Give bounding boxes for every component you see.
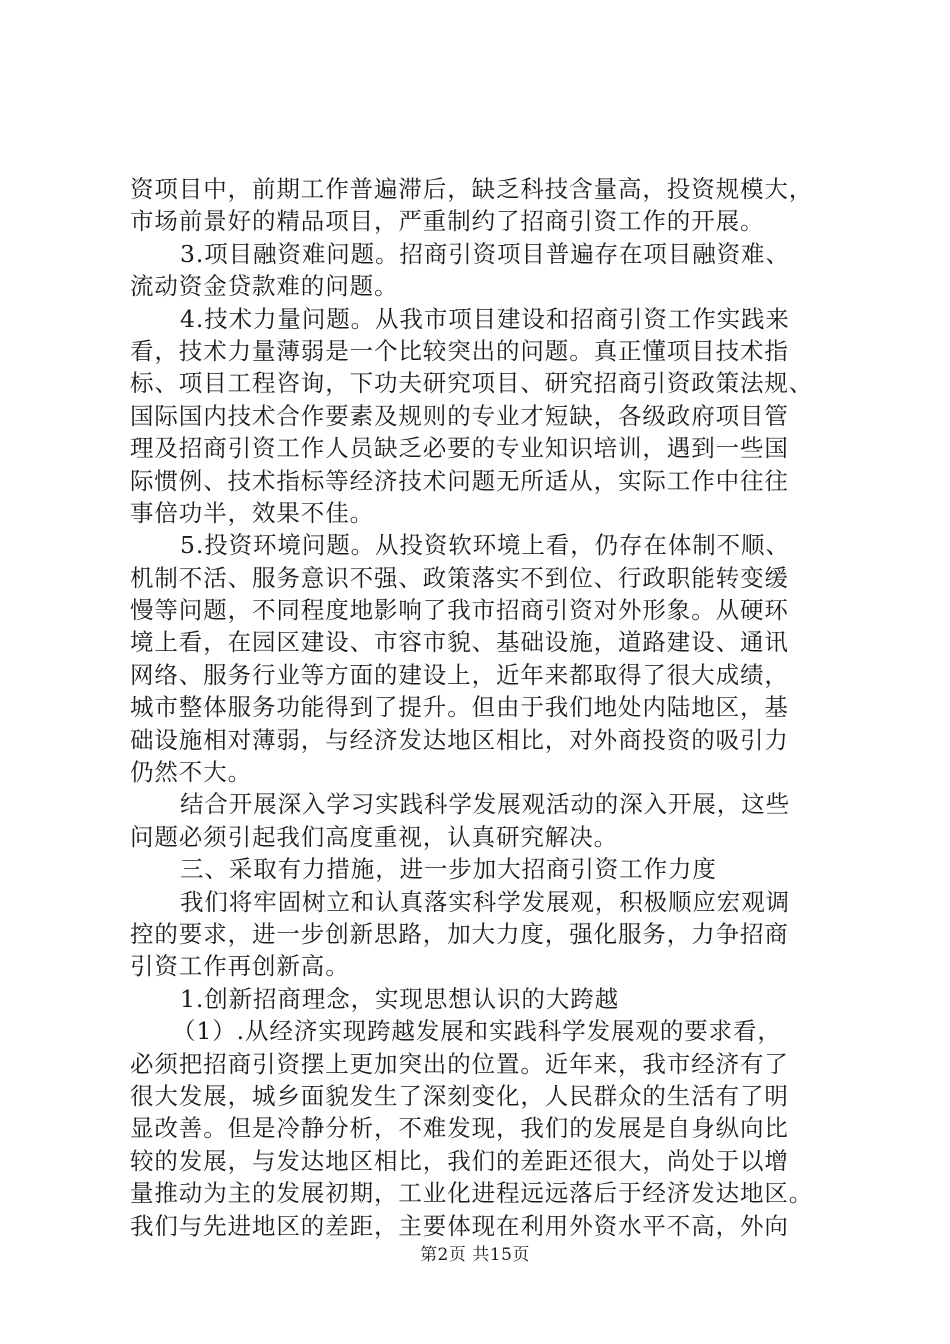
text-line: 流动资金贷款难的问题。 (130, 272, 399, 301)
text-line: 境上看，在园区建设、市容市貌、基础设施，道路建设、通讯 (130, 628, 789, 657)
text-line: 事倍功半，效果不佳。 (130, 498, 374, 527)
text-line: 看，技术力量薄弱是一个比较突出的问题。真正懂项目技术指 (130, 336, 789, 365)
text-line: （1）.从经济实现跨越发展和实践科学发展观的要求看， (172, 1017, 782, 1046)
text-line: 1.创新招商理念，实现思想认识的大跨越 (180, 984, 620, 1013)
text-line: 问题必须引起我们高度重视，认真研究解决。 (130, 822, 618, 851)
text-line: 较的发展，与发达地区相比，我们的差距还很大，尚处于以增 (130, 1146, 789, 1175)
text-line: 5.投资环境问题。从投资软环境上看，仍存在体制不顺、 (180, 531, 790, 560)
text-line: 4.技术力量问题。从我市项目建设和招商引资工作实践来 (180, 304, 790, 333)
text-line: 很大发展，城乡面貌发生了深刻变化，人民群众的生活有了明 (130, 1081, 789, 1110)
text-line: 显改善。但是冷静分析，不难发现，我们的发展是自身纵向比 (130, 1114, 789, 1143)
text-line: 国际国内技术合作要素及规则的专业才短缺，各级政府项目管 (130, 401, 789, 430)
text-line: 际惯例、技术指标等经济技术问题无所适从，实际工作中往往 (130, 466, 789, 495)
text-line: 量推动为主的发展初期，工业化进程远远落后于经济发达地区。 (130, 1179, 814, 1208)
text-line: 仍然不大。 (130, 758, 252, 787)
text-line: 结合开展深入学习实践科学发展观活动的深入开展，这些 (180, 790, 790, 819)
text-line: 础设施相对薄弱，与经济发达地区相比，对外商投资的吸引力 (130, 725, 789, 754)
document-body (130, 173, 830, 1242)
text-line: 3.项目融资难问题。招商引资项目普遍存在项目融资难、 (180, 239, 790, 268)
text-line: 引资工作再创新高。 (130, 952, 350, 981)
text-line: 理及招商引资工作人员缺乏必要的专业知识培训，遇到一些国 (130, 434, 789, 463)
text-line: 我们与先进地区的差距，主要体现在利用外资水平不高，外向 (130, 1211, 789, 1240)
text-line: 市场前景好的精品项目，严重制约了招商引资工作的开展。 (130, 207, 765, 236)
text-line: 城市整体服务功能得到了提升。但由于我们地处内陆地区，基 (130, 693, 789, 722)
text-line: 必须把招商引资摆上更加突出的位置。近年来，我市经济有了 (130, 1049, 789, 1078)
text-line: 标、项目工程咨询，下功夫研究项目、研究招商引资政策法规、 (130, 369, 814, 398)
text-line: 慢等问题，不同程度地影响了我市招商引资对外形象。从硬环 (130, 596, 789, 625)
text-line: 我们将牢固树立和认真落实科学发展观，积极顺应宏观调 (180, 887, 790, 916)
text-line: 控的要求，进一步创新思路，加大力度，强化服务，力争招商 (130, 919, 789, 948)
text-line: 三、采取有力措施，进一步加大招商引资工作力度 (180, 855, 717, 884)
page-footer: 第2页 共15页 (420, 1245, 530, 1265)
text-line: 资项目中，前期工作普遍滞后，缺乏科技含量高，投资规模大， (130, 175, 814, 203)
text-line: 机制不活、服务意识不强、政策落实不到位、行政职能转变缓 (130, 563, 789, 592)
text-line: 网络、服务行业等方面的建设上，近年来都取得了很大成绩， (130, 660, 789, 689)
